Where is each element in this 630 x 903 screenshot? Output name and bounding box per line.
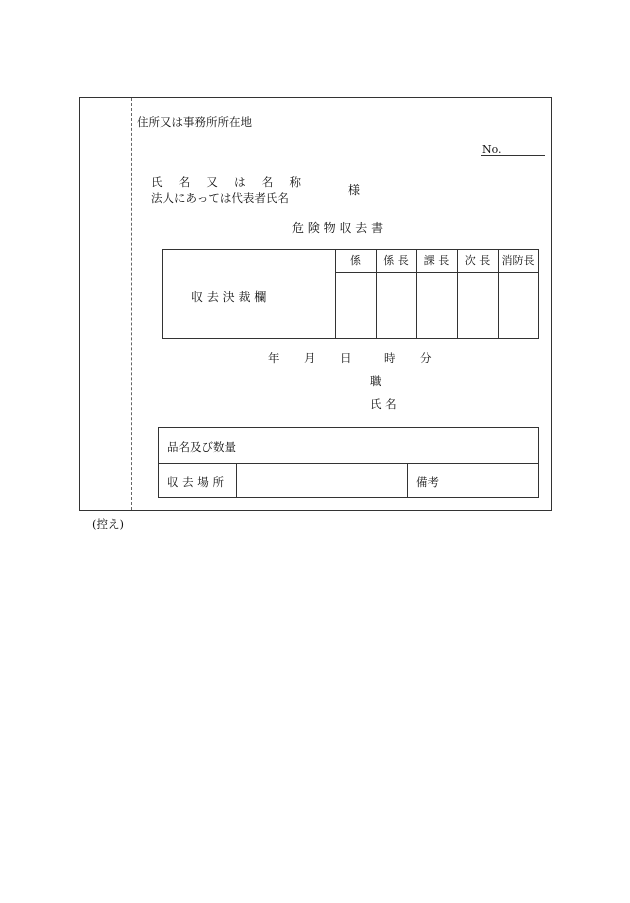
collection-location-label: 収 去 場 所 — [167, 475, 224, 489]
table-divider — [335, 272, 538, 273]
table-divider — [159, 463, 538, 464]
item-table — [158, 427, 539, 498]
signature-label: 氏 名 — [370, 397, 397, 411]
approval-header: 係 長 — [383, 254, 409, 267]
number-field-underline — [481, 155, 545, 156]
address-label: 住所又は事務所所在地 — [137, 115, 252, 129]
number-label: No. — [482, 143, 502, 156]
table-divider — [407, 463, 408, 497]
date-day-unit: 日 — [340, 351, 352, 365]
name-label-char: 氏 — [151, 175, 163, 189]
representative-label: 法人にあっては代表者氏名 — [151, 191, 289, 205]
perforation-line — [131, 98, 132, 510]
document-title: 危 険 物 収 去 書 — [292, 221, 384, 235]
copy-note: (控え) — [92, 517, 124, 531]
name-label-char: 名 — [178, 175, 191, 189]
name-label-line1 — [151, 174, 301, 190]
position-label: 職 — [370, 374, 382, 388]
approval-header: 消防長 — [501, 254, 535, 267]
remarks-label: 備考 — [416, 475, 439, 489]
product-quantity-label: 品名及び数量 — [167, 440, 236, 454]
table-divider — [236, 463, 237, 497]
approval-header: 課 長 — [423, 254, 450, 267]
name-label-char: 称 — [289, 175, 301, 189]
honorific-sama: 様 — [348, 183, 361, 197]
time-hour-unit: 時 — [384, 351, 396, 365]
name-label-char: 名 — [261, 175, 274, 189]
name-label-char: 又 — [206, 175, 218, 189]
approval-table — [162, 249, 539, 339]
date-month-unit: 月 — [304, 351, 316, 365]
time-minute-unit: 分 — [420, 351, 432, 365]
date-year-unit: 年 — [268, 351, 280, 365]
name-label-char: は — [234, 175, 246, 189]
approval-header: 次 長 — [464, 254, 491, 267]
approval-header: 係 — [350, 254, 361, 267]
approval-label: 収 去 決 裁 欄 — [191, 290, 267, 304]
